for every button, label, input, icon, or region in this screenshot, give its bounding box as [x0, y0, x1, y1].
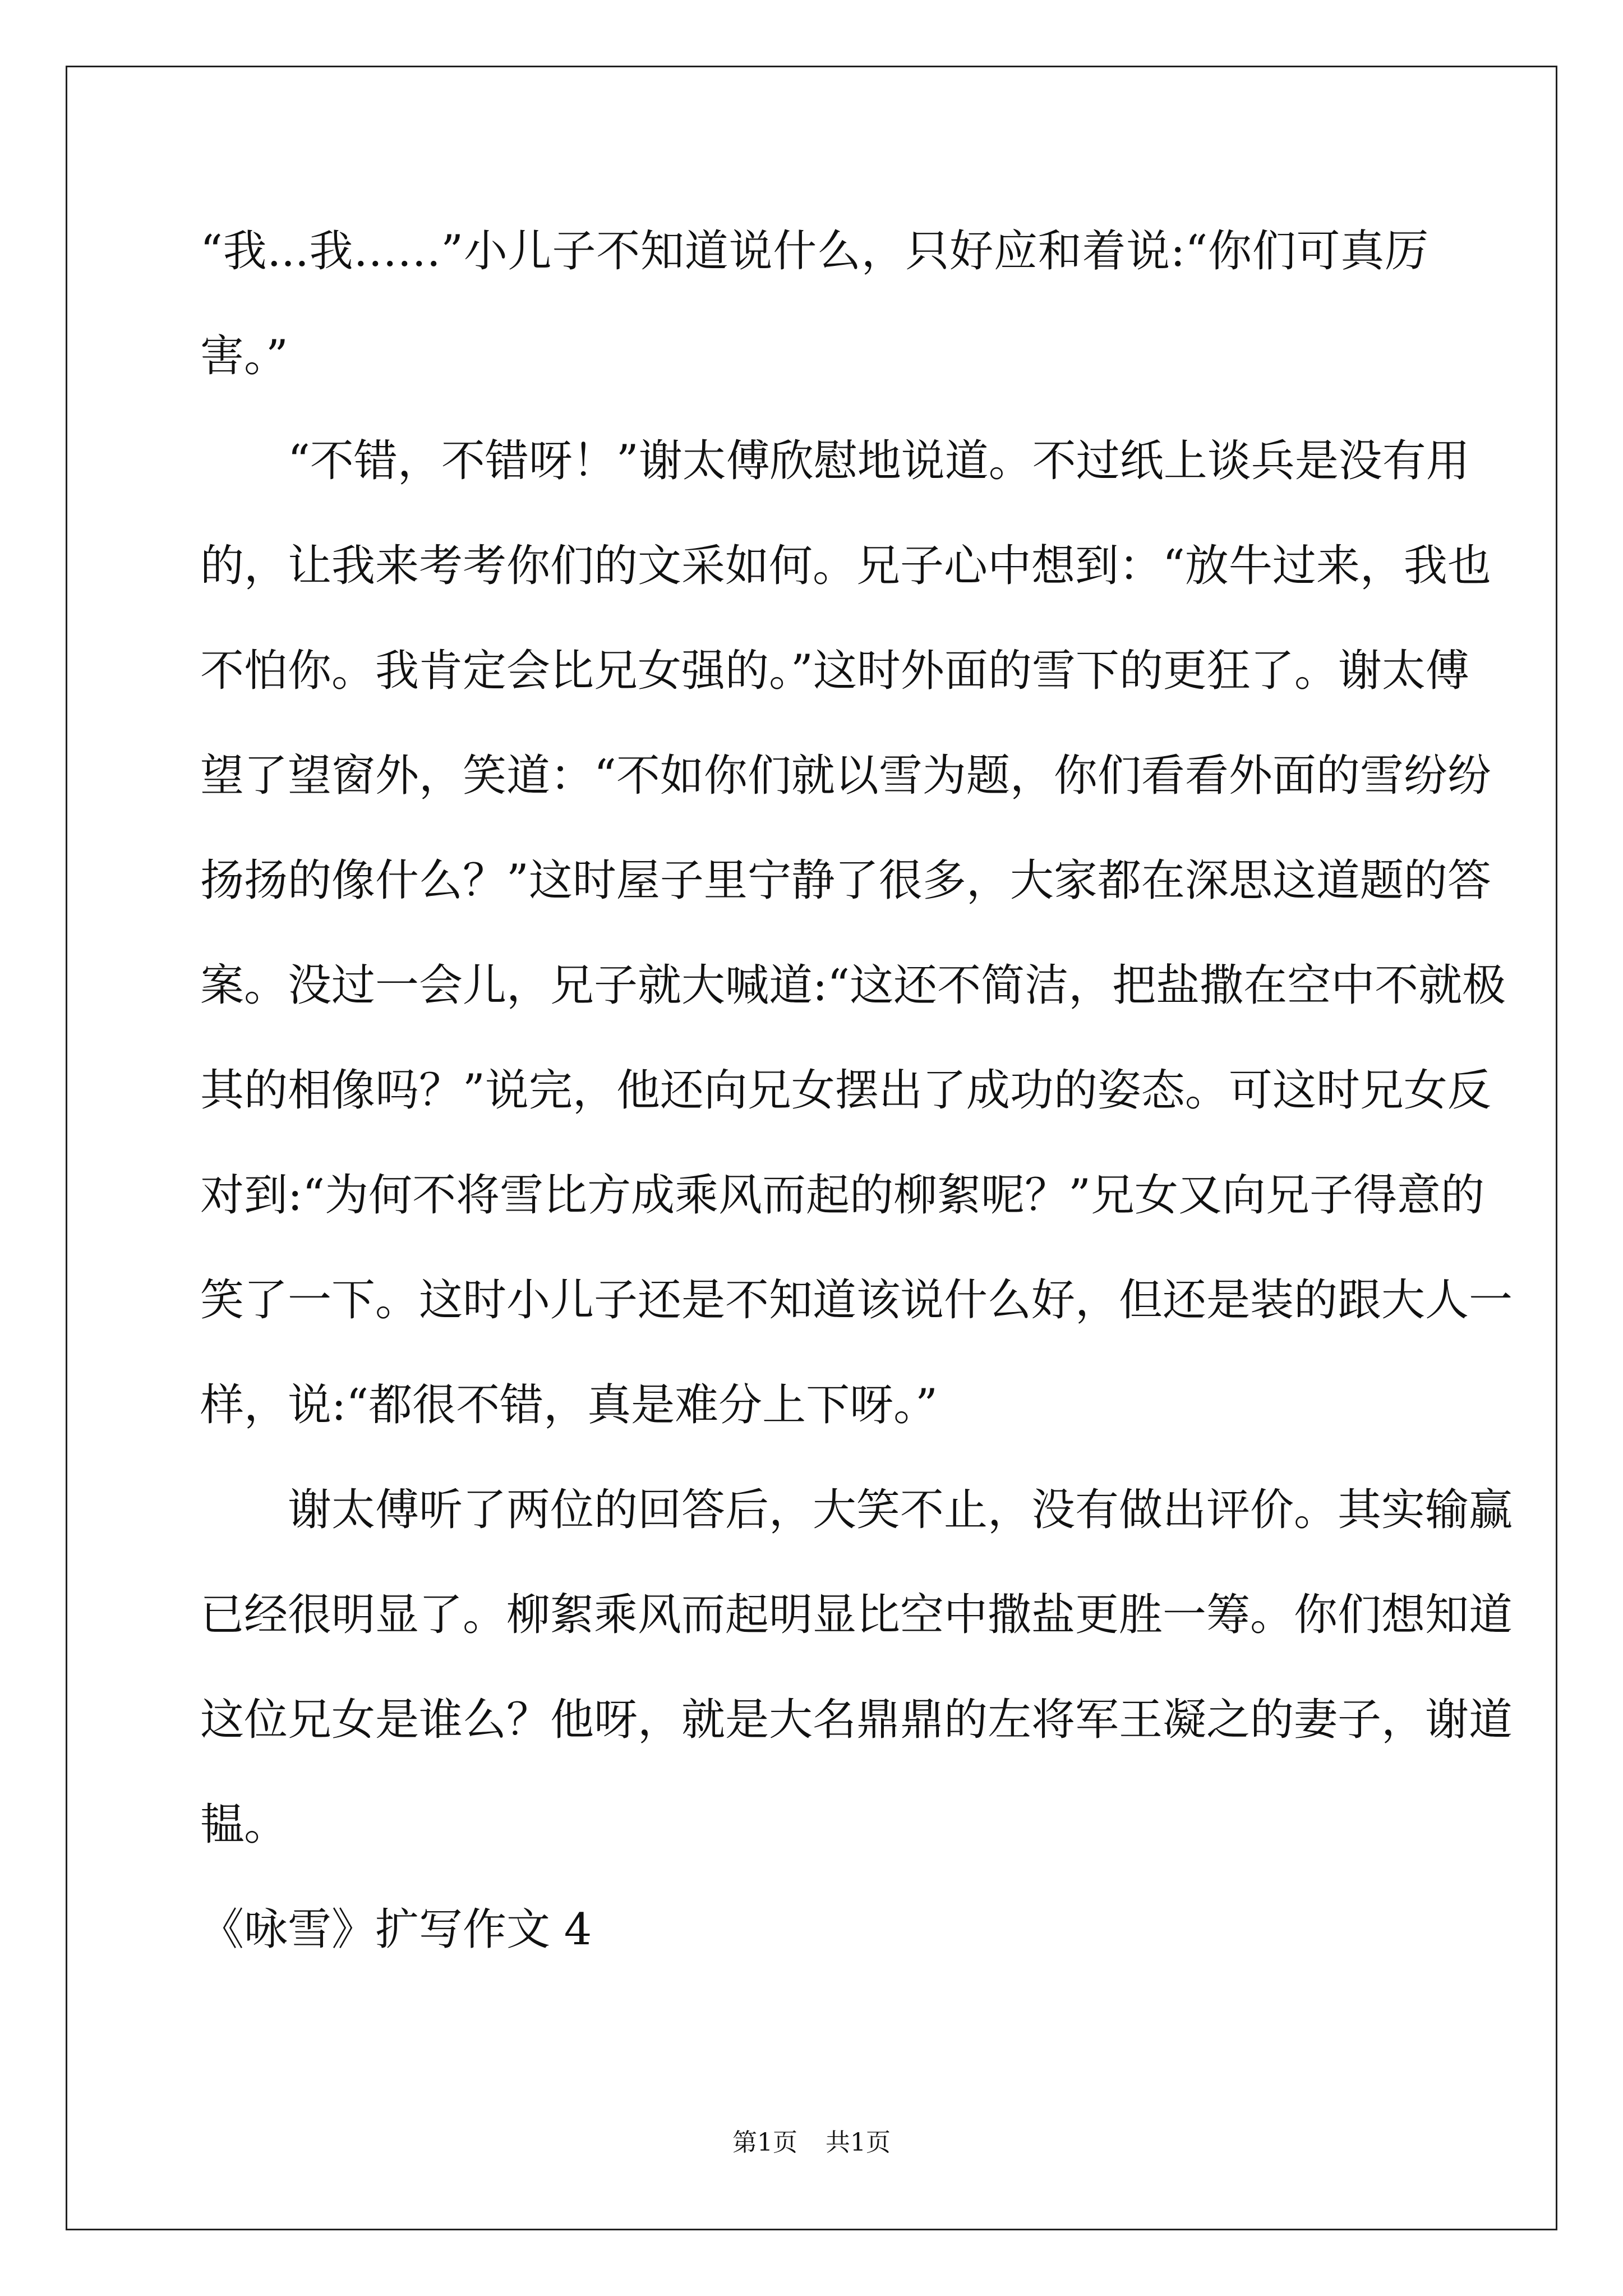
text-line: 这位兄女是谁么？他呀，就是大名鼎鼎的左将军王凝之的妻子，谢道 — [200, 1695, 1513, 1745]
text-line: 其的相像吗？”说完，他还向兄女摆出了成功的姿态。可这时兄女反 — [200, 1065, 1491, 1116]
text-line: 害。” — [200, 331, 288, 381]
text-line: 笑了一下。这时小儿子还是不知道该说什么好，但还是装的跟大人一 — [200, 1275, 1513, 1326]
text-line: “不错，不错呀！”谢太傅欣慰地说道。不过纸上谈兵是没有用 — [200, 436, 1470, 486]
text-line: 案。没过一会儿，兄子就大喊道:“这还不简洁，把盐撒在空中不就极 — [200, 960, 1506, 1011]
page-footer — [0, 2126, 1623, 2160]
page-total: 共1页 — [826, 2128, 891, 2157]
text-line: 不怕你。我肯定会比兄女强的。”这时外面的雪下的更狂了。谢太傅 — [200, 646, 1469, 696]
text-line: 望了望窗外，笑道：“不如你们就以雪为题，你们看看外面的雪纷纷 — [200, 751, 1491, 801]
text-line: “我...我……”小儿子不知道说什么，只好应和着说:“你们可真厉 — [200, 226, 1428, 277]
text-line: 谢太傅听了两位的回答后，大笑不止，没有做出评价。其实输赢 — [200, 1485, 1513, 1535]
text-line: 样，说:“都很不错，真是难分上下呀。” — [200, 1380, 938, 1430]
section-heading: 《咏雪》扩写作文 4 — [200, 1904, 592, 1955]
page-number: 第1页 — [732, 2128, 797, 2157]
text-line: 的，让我来考考你们的文采如何。兄子心中想到：“放牛过来，我也 — [200, 541, 1491, 591]
text-line: 韫。 — [200, 1800, 288, 1850]
text-line: 已经很明显了。柳絮乘风而起明显比空中撒盐更胜一筹。你们想知道 — [200, 1590, 1513, 1640]
text-line: 扬扬的像什么？”这时屋子里宁静了很多，大家都在深思这道题的答 — [200, 855, 1491, 906]
text-line: 对到:“为何不将雪比方成乘风而起的柳絮呢？”兄女又向兄子得意的 — [200, 1170, 1485, 1221]
